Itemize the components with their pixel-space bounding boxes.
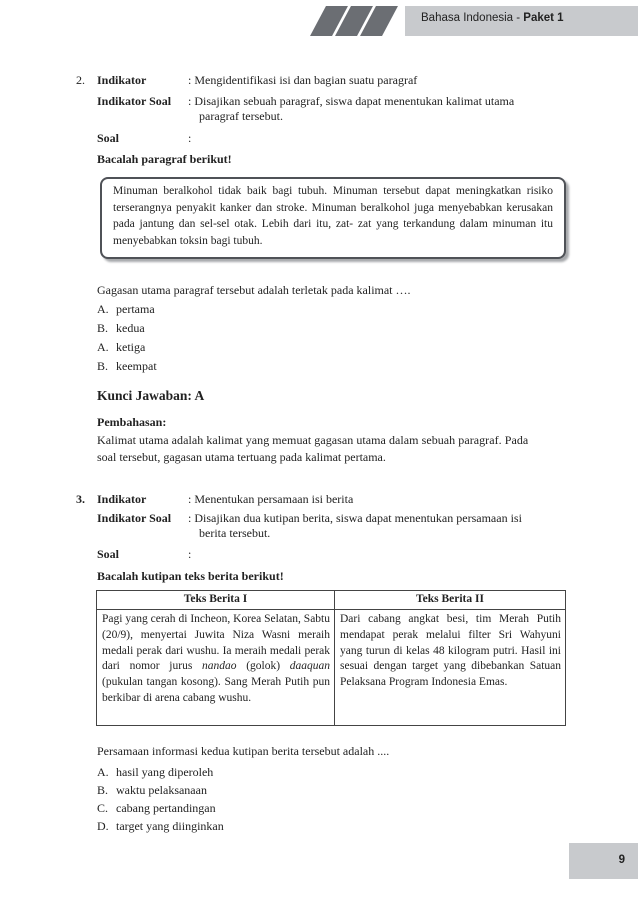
option: D. target yang diinginkan bbox=[97, 819, 224, 833]
passage-box bbox=[100, 177, 566, 259]
passage-text: Minuman beralkohol tidak baik bagi tubuh. Minuman tersebut dapat meningkatkan risiko terserangnya penyakit kanker dan stroke. Minuman beralkohol juga menyebabkan kerusakan pada jantung dan sel-sel otak. Lebih dari itu, zat- zat yang terkandung dalam minuman itu menyebabkan toksin bagi tubuh. bbox=[113, 185, 553, 247]
option: B. waktu pelaksanaan bbox=[97, 783, 207, 797]
question-number: 2. bbox=[76, 73, 85, 87]
page-header bbox=[0, 0, 638, 36]
table-header-cell: Teks Berita II bbox=[335, 591, 566, 610]
page-number-box bbox=[569, 843, 638, 879]
header-subject: Bahasa Indonesia - bbox=[421, 12, 524, 24]
indikator-soal-label: Indikator Soal bbox=[97, 511, 172, 525]
table-header-cell: Teks Berita I bbox=[97, 591, 335, 610]
discussion-label: Pembahasan: bbox=[97, 415, 167, 429]
page-number: 9 bbox=[618, 854, 625, 866]
indikator-label: Indikator bbox=[97, 73, 147, 87]
indikator-value: : Menentukan persamaan isi berita bbox=[188, 492, 354, 506]
soal-label: Soal bbox=[97, 547, 120, 561]
indikator-soal-value-cont: paragraf tersebut. bbox=[199, 109, 283, 123]
discussion-text: Kalimat utama adalah kalimat yang memuat gagasan utama dalam sebuah paragraf. Pada bbox=[97, 433, 529, 447]
question-number: 3. bbox=[76, 492, 85, 506]
option: A. ketiga bbox=[97, 340, 146, 354]
instruction: Bacalah kutipan teks berita berikut! bbox=[97, 569, 284, 583]
header-package: Paket 1 bbox=[523, 12, 564, 24]
question-text: Gagasan utama paragraf tersebut adalah terletak pada kalimat …. bbox=[97, 283, 411, 297]
option: A. hasil yang diperoleh bbox=[97, 765, 214, 779]
table-header-row bbox=[97, 591, 566, 610]
question-text: Persamaan informasi kedua kutipan berita tersebut adalah .... bbox=[97, 744, 390, 758]
discussion-text-cont: soal tersebut, gagasan utama tertuang pada kalimat pertama. bbox=[97, 450, 386, 464]
header-title bbox=[421, 12, 564, 24]
table-row bbox=[97, 610, 566, 726]
instruction: Bacalah paragraf berikut! bbox=[97, 152, 232, 166]
indikator-label: Indikator bbox=[97, 492, 147, 506]
indikator-soal-label: Indikator Soal bbox=[97, 94, 172, 108]
option: B. kedua bbox=[97, 321, 145, 335]
news-table bbox=[96, 590, 566, 726]
soal-colon: : bbox=[188, 131, 192, 145]
indikator-soal-value-cont: berita tersebut. bbox=[199, 526, 271, 540]
soal-label: Soal bbox=[97, 131, 120, 145]
indikator-soal-value: : Disajikan dua kutipan berita, siswa dapat menentukan persamaan isi bbox=[188, 511, 522, 525]
indikator-value: : Mengidentifikasi isi dan bagian suatu paragraf bbox=[188, 73, 418, 87]
option: B. keempat bbox=[97, 359, 157, 373]
news-text-1: Pagi yang cerah di Incheon, Korea Selatan, Sabtu (20/9), menyertai Juwita Niza Wasni meraih medali perak dari wushu. Ia meraih medali perak dari nomor jurus nandao (golok) daaquan (pukulan tangan kosong). Sang Merah Putih pun berkibar di arena cabang wushu. bbox=[97, 610, 335, 726]
indikator-soal-value: : Disajikan sebuah paragraf, siswa dapat menentukan kalimat utama bbox=[188, 94, 515, 108]
news-text-2: Dari cabang angkat besi, tim Merah Putih mendapat perak melalui filter Sri Wahyuni yang turun di kelas 48 kilogram putri. Hasil ini sesuai dengan target yang dibebankan Satuan Pelaksana Program Indonesia Emas. bbox=[335, 610, 566, 726]
soal-colon: : bbox=[188, 547, 192, 561]
option: C. cabang pertandingan bbox=[97, 801, 216, 815]
answer-key: Kunci Jawaban: A bbox=[97, 388, 205, 403]
option: A. pertama bbox=[97, 302, 155, 316]
